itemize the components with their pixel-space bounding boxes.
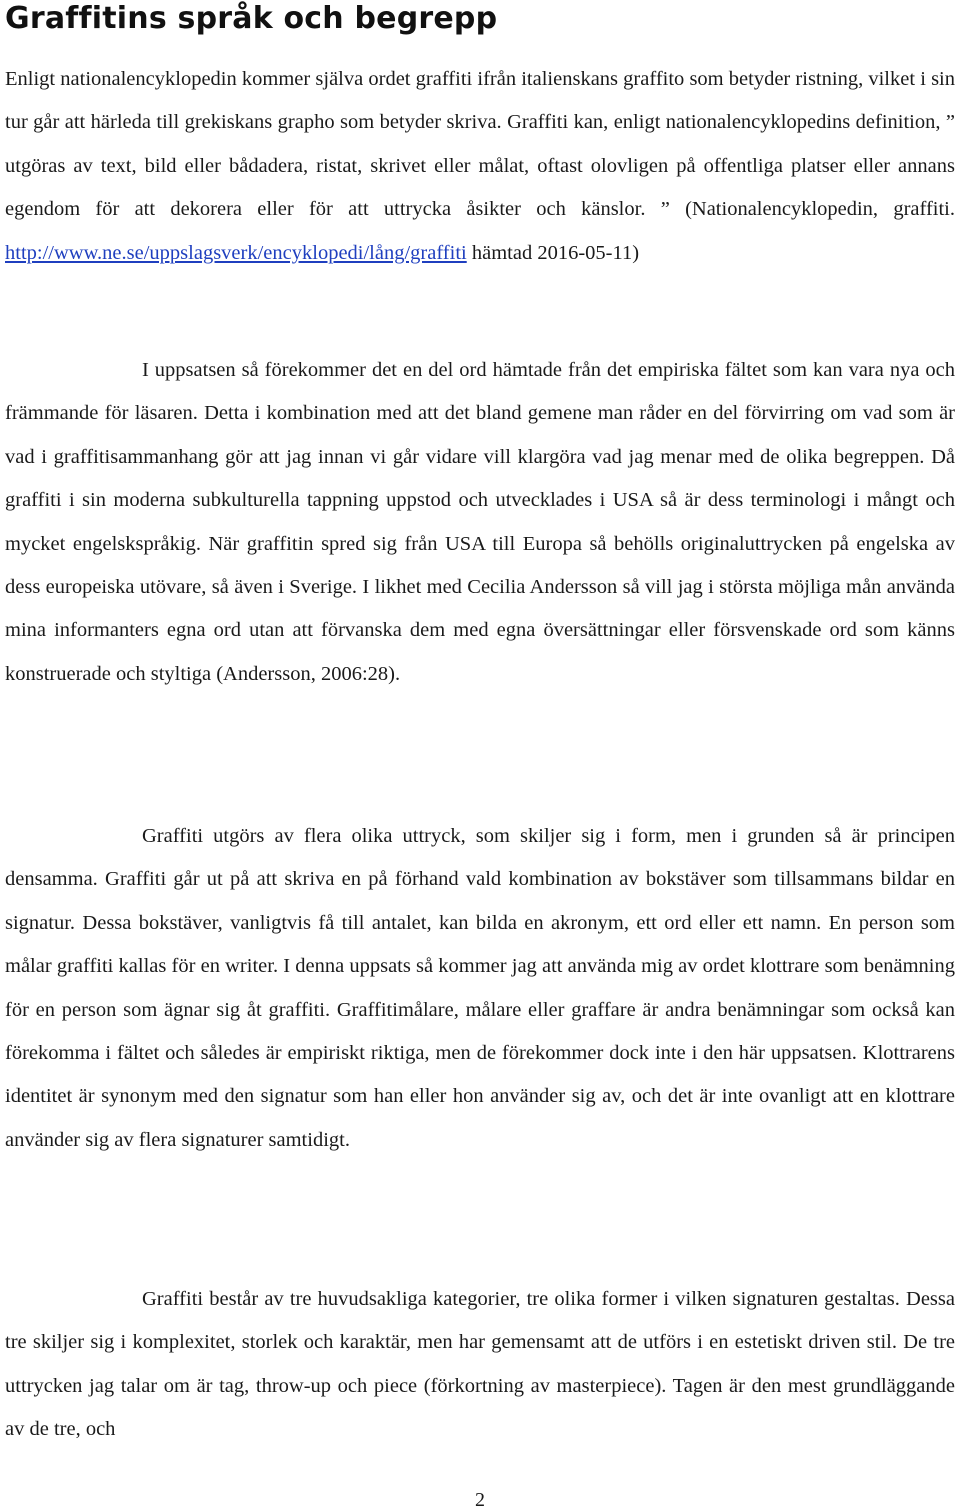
paragraph-definition-text: Enligt nationalencyklopedin kommer själva ordet graffiti ifrån italienskans graffito som betyder ristning, vilket i sin tur går att härleda till grekiskans grapho som betyder skriva. Graffiti kan, enligt nationalencyklopedins definition, ” utgöras av text, bild eller bådadera, ristat, skrivet eller målat, oftast olovligen på offentliga platser eller annans egendom för att dekorera eller för att uttrycka åsikter och känslor. ” (Nationalencyklopedin, graffiti. (5, 68, 955, 221)
paragraph-definition (5, 58, 955, 275)
encyclopedia-link[interactable]: http://www.ne.se/uppslagsverk/encyklopedi/lång/graffiti (5, 241, 467, 264)
section-heading: Graffitins språk och begrepp (5, 1, 498, 36)
paragraph-categories (5, 1278, 955, 1452)
paragraph-definition-retrieved: hämtad 2016-05-11) (466, 241, 640, 264)
paragraph-categories-text: Graffiti består av tre huvudsakliga kategorier, tre olika former i vilken signaturen gestaltas. Dessa tre skiljer sig i komplexitet, storlek och karaktär, men har gemensamt att de utförs i en estetiskt driven stil. De tre uttrycken jag talar om är tag, throw-up och piece (förkortning av masterpiece). Tagen är den mest grundläggande av de tre, och (5, 1288, 955, 1441)
paragraph-graffiti-forms-text: Graffiti utgörs av flera olika uttryck, som skiljer sig i form, men i grunden så är principen densamma. Graffiti går ut på att skriva en på förhand vald kombination av bokstäver som tillsammans bildar en signatur. Dessa bokstäver, vanligtvis få till antalet, kan bilda en akronym, ett ord eller ett namn. En person som målar graffiti kallas för en writer. I denna uppsats så kommer jag att använda mig av ordet klottrare som benämning för en person som ägnar sig åt graffiti. Graffitimålare, målare eller graffare är andra benämningar som också kan förekomma i fältet och således är empiriskt riktiga, men de förekommer dock inte i den här uppsatsen. Klottrarens identitet är synonym med den signatur som han eller hon använder sig av, och det är inte ovanligt att en klottrare använder sig av flera signaturer samtidigt. (5, 825, 955, 1151)
page-number: 2 (475, 1489, 485, 1511)
paragraph-graffiti-forms (5, 815, 955, 1162)
paragraph-terminology (5, 349, 955, 696)
paragraph-terminology-text: I uppsatsen så förekommer det en del ord hämtade från det empiriska fältet som kan vara nya och främmande för läsaren. Detta i kombination med att det bland gemene man råder en del förvirring om vad som är vad i graffitisammanhang gör att jag innan vi går vidare vill klargöra vad jag menar med de olika begreppen. Då graffiti i sin moderna subkulturella tappning uppstod och utvecklades i USA så är dess terminologi i mångt och mycket engelskspråkig. När graffitin spred sig från USA till Europa så behölls originaluttrycken på engelska av dess europeiska utövare, så även i Sverige. I likhet med Cecilia Andersson så vill jag i största möjliga mån använda mina informanters egna ord utan att förvanska dem med egna översättningar eller försvenskade ord som känns konstruerade och styltiga (Andersson, 2006:28). (5, 359, 955, 685)
